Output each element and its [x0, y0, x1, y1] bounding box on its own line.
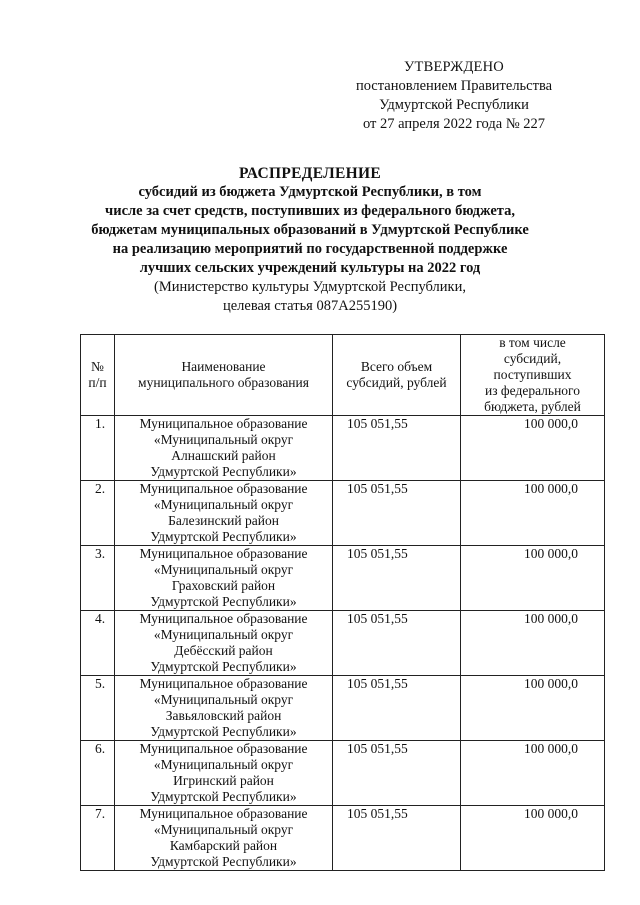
row-federal: 100 000,0: [461, 676, 605, 741]
row-number: 2.: [81, 481, 115, 546]
row-total: 105 051,55: [333, 676, 461, 741]
table-row: [81, 416, 605, 481]
row-number: 1.: [81, 416, 115, 481]
table-row: [81, 481, 605, 546]
header-municipality: Наименование муниципального образования: [115, 335, 333, 416]
row-municipality: Муниципальное образование «Муниципальный округ Алнашский район Удмуртской Республики»: [115, 416, 333, 481]
row-total: 105 051,55: [333, 806, 461, 871]
row-total: 105 051,55: [333, 546, 461, 611]
table-row: [81, 611, 605, 676]
row-number: 4.: [81, 611, 115, 676]
table-row: [81, 676, 605, 741]
row-federal: 100 000,0: [461, 611, 605, 676]
row-municipality: Муниципальное образование «Муниципальный округ Дебёсский район Удмуртской Республики»: [115, 611, 333, 676]
row-federal: 100 000,0: [461, 806, 605, 871]
approval-line: постановлением Правительства: [355, 78, 553, 94]
heading-line: числе за счет средств, поступивших из федерального бюджета,: [105, 203, 515, 219]
table-row: [81, 546, 605, 611]
row-number: 6.: [81, 741, 115, 806]
table-header-row: [81, 335, 605, 416]
heading-line: лучших сельских учреждений культуры на 2022 год: [139, 260, 481, 276]
row-municipality: Муниципальное образование «Муниципальный округ Завьяловский район Удмуртской Республики»: [115, 676, 333, 741]
row-number: 7.: [81, 806, 115, 871]
row-municipality: Муниципальное образование «Муниципальный округ Игринский район Удмуртской Республики»: [115, 741, 333, 806]
heading-line: субсидий из бюджета Удмуртской Республики, в том: [138, 184, 482, 200]
row-total: 105 051,55: [333, 481, 461, 546]
document-title: РАСПРЕДЕЛЕНИЕ: [239, 165, 381, 182]
header-total: Всего объем субсидий, рублей: [333, 335, 461, 416]
header-number: № п/п: [81, 335, 115, 416]
table-row: [81, 806, 605, 871]
row-municipality: Муниципальное образование «Муниципальный округ Граховский район Удмуртской Республики»: [115, 546, 333, 611]
row-number: 3.: [81, 546, 115, 611]
row-municipality: Муниципальное образование «Муниципальный округ Камбарский район Удмуртской Республики»: [115, 806, 333, 871]
approval-date-line: от 27 апреля 2022 года № 227: [362, 116, 546, 132]
document-heading: [60, 164, 560, 316]
row-total: 105 051,55: [333, 416, 461, 481]
article-line: целевая статья 087А255190): [222, 298, 398, 314]
ministry-line: (Министерство культуры Удмуртской Республики,: [154, 279, 466, 295]
row-municipality: Муниципальное образование «Муниципальный округ Балезинский район Удмуртской Республики»: [115, 481, 333, 546]
row-number: 5.: [81, 676, 115, 741]
heading-line: на реализацию мероприятий по государственной поддержке: [112, 241, 508, 257]
approval-title: УТВЕРЖДЕНО: [404, 59, 504, 75]
row-federal: 100 000,0: [461, 416, 605, 481]
row-total: 105 051,55: [333, 611, 461, 676]
approval-line: Удмуртской Республики: [379, 97, 529, 113]
heading-line: бюджетам муниципальных образований в Удмуртской Республике: [91, 222, 529, 238]
approval-stamp: [334, 58, 574, 134]
table-row: [81, 741, 605, 806]
row-federal: 100 000,0: [461, 741, 605, 806]
subsidy-table: [80, 334, 605, 871]
row-federal: 100 000,0: [461, 481, 605, 546]
header-federal: в том числе субсидий, поступивших из федерального бюджета, рублей: [461, 335, 605, 416]
row-federal: 100 000,0: [461, 546, 605, 611]
row-total: 105 051,55: [333, 741, 461, 806]
